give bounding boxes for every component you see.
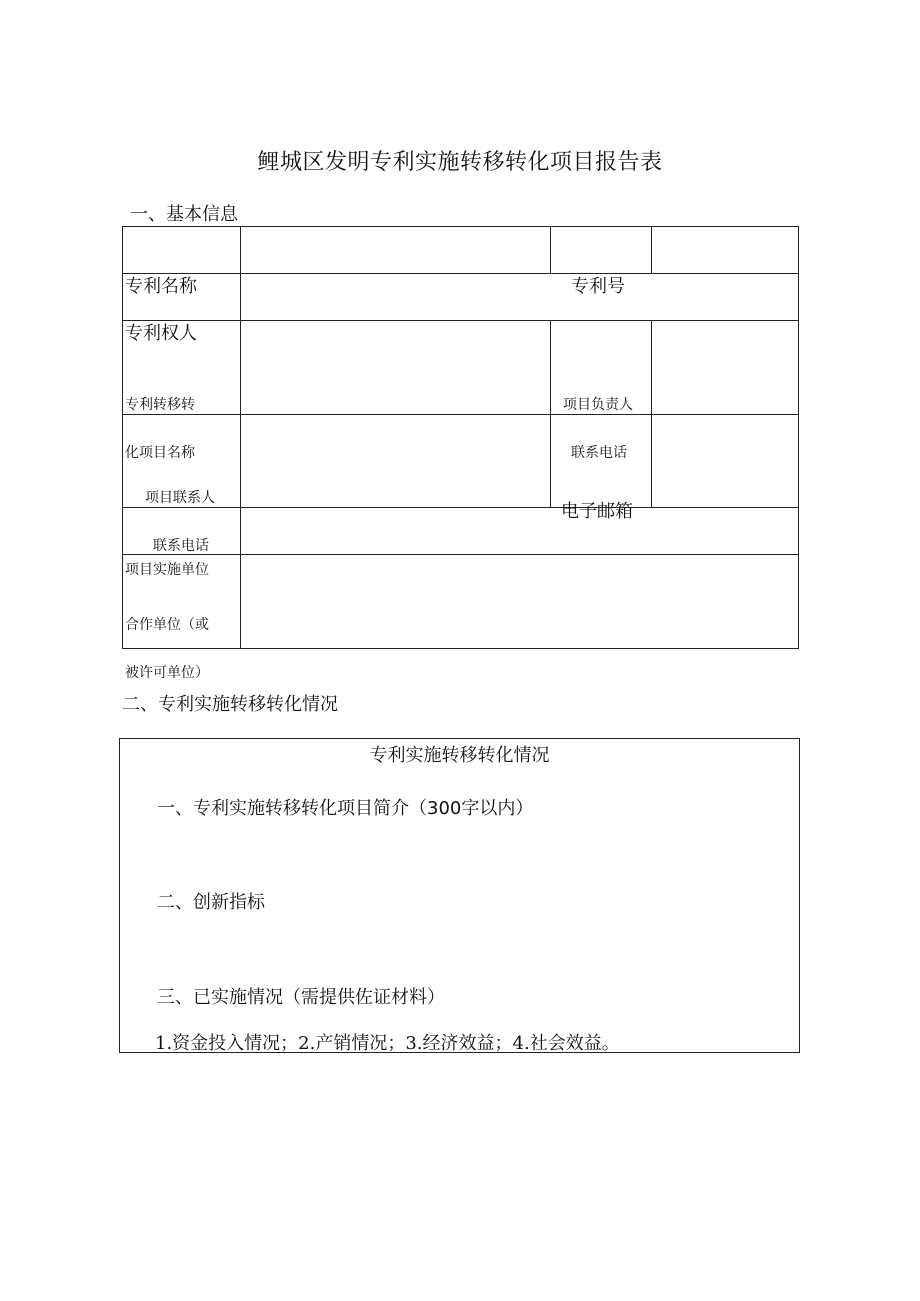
leader-phone-label-line2: 联系电话	[571, 444, 627, 461]
table-row	[123, 274, 799, 321]
table-row	[123, 508, 799, 555]
patent-name-label: 专利名称	[125, 276, 197, 297]
table-row	[123, 227, 799, 274]
patentee-label-cell	[123, 274, 241, 344]
project-name-label-line2: 化项目名称	[125, 444, 195, 461]
item-implemented-status: 三、已实施情况（需提供佐证材料）	[157, 987, 445, 1008]
table-row	[123, 555, 799, 649]
patent-number-label: 专利号	[571, 276, 625, 297]
patent-name-field[interactable]	[241, 227, 551, 274]
contact-phone-label-line2: 联系电话	[153, 538, 209, 554]
patent-number-label-cell	[551, 227, 652, 297]
section-implementation-heading: 二、专利实施转移转化情况	[122, 694, 338, 715]
leader-phone-label-cell	[551, 321, 652, 461]
implementing-unit-label-cell	[123, 508, 241, 578]
page-title: 鲤城区发明专利实施转移转化项目报告表	[257, 150, 663, 175]
patentee-field[interactable]	[241, 274, 799, 321]
implementing-unit-field[interactable]	[241, 508, 799, 555]
patent-name-label-cell	[123, 227, 241, 297]
coop-unit-field[interactable]	[241, 555, 799, 649]
leader-phone-field[interactable]	[652, 321, 799, 415]
project-name-label-line1: 专利转移转	[125, 396, 195, 413]
coop-unit-label-cell	[123, 555, 241, 681]
email-label: 电子邮箱	[561, 501, 633, 522]
project-name-field[interactable]	[241, 321, 551, 415]
basic-info-table	[122, 226, 799, 681]
leader-phone-label-line1: 项目负责人	[563, 396, 633, 413]
email-field[interactable]	[652, 415, 799, 508]
contact-phone-label-cell	[123, 415, 241, 554]
item-project-summary: 一、专利实施转移转化项目简介（300字以内）	[157, 798, 534, 819]
section-basic-info-heading: 一、基本信息	[130, 204, 238, 225]
implementation-box[interactable]	[119, 738, 800, 1053]
item-implemented-status-detail: 1.资金投入情况；2.产销情况；3.经济效益；4.社会效益。	[155, 1033, 620, 1054]
project-name-label-cell	[123, 321, 241, 461]
coop-unit-label-line2: 被许可单位）	[125, 664, 209, 681]
coop-unit-label-line1: 合作单位（或	[125, 616, 209, 633]
contact-phone-field[interactable]	[241, 415, 551, 508]
table-row	[123, 415, 799, 508]
implementing-unit-label: 项目实施单位	[125, 562, 209, 578]
implementation-box-title: 专利实施转移转化情况	[369, 745, 550, 766]
contact-phone-label-line1: 项目联系人	[145, 490, 215, 506]
patent-number-field[interactable]	[652, 227, 799, 274]
table-row	[123, 321, 799, 415]
patentee-label: 专利权人	[125, 323, 197, 344]
item-innovation-indicators: 二、创新指标	[157, 892, 265, 913]
email-label-cell	[551, 415, 652, 522]
